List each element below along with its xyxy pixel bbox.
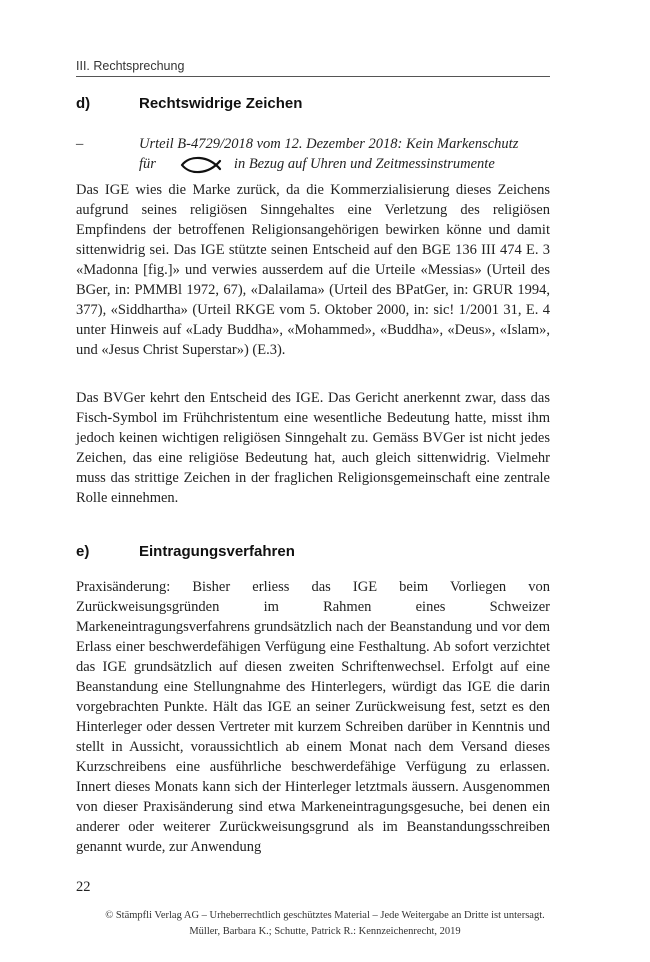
section-e-title: Eintragungsverfahren [139, 543, 295, 560]
footer-citation: Müller, Barbara K.; Schutte, Patrick R.: Kennzeichenrecht, 2019 [189, 926, 461, 937]
section-d-title: Rechtswidrige Zeichen [139, 95, 303, 112]
section-e-letter: e) [76, 543, 90, 560]
case-line-2-before: für [139, 156, 156, 172]
case-dash: – [76, 136, 84, 152]
section-d-paragraph-1: Das IGE wies die Marke zurück, da die Kommerzialisierung dieses Zeichens aufgrund seines religiösen Sinngehaltes eine Verletzung des religiösen Empfindens der betroffenen Religionsangehörigen bewirken könne und damit sittenwidrig sei. Das IGE stützte seinen Entscheid auf den BGE 136 III 474 E. 3 «Madonna [fig.]» und verwies ausserdem auf die Urteile «Messias» (Urteil des BGer, in: PMMBl 1972, 67), «Dalailama» (Urteil des BPatGer, in: GRUR 1994, 377), «Siddhartha» (Urteil RKGE vom 5. Oktober 2000, in: sic! 1/2001 31, E. 4 unter Hinweis auf «Lady Buddha», «Mohammed», «Buddha», «Deus», «Islam», und «Jesus Christ Superstar») (E.3). [76, 182, 550, 358]
section-d-paragraph-2: Das BVGer kehrt den Entscheid des IGE. Das Gericht anerkennt zwar, dass das Fisch-Symbol im Frühchristentum eine wesentliche Bedeutung hatte, misst ihm jedoch keinen wichtigen religiösen Sinngehalt zu. Gemäss BVGer ist nicht jedes Zeichen, das eine religiöse Bedeutung hat, auch gleich sittenwidrig. Vielmehr muss das strittige Zeichen in der fraglichen Religionsgemeinschaft eine zentrale Rolle einnehmen. [76, 390, 550, 506]
section-e-heading [76, 543, 295, 560]
case-line-2-after: in Bezug auf Uhren und Zeitmessinstrumente [233, 156, 495, 172]
fish-symbol-icon [180, 156, 226, 174]
section-e-paragraph-1: Praxisänderung: Bisher erliess das IGE beim Vorliegen von Zurückweisungsgründen im Rahmen eines Schweizer Markeneintragungsverfahrens grundsätzlich nach der Beanstandung und vor dem Erlass einer beschwerdefähigen Verfügung eine Festhaltung. Ab sofort verzichtet das IGE grundsätzlich auf diesen zweiten Schriftenwechsel. Erfolgt auf eine Beanstandung eine Stellungnahme des Hinterlegers, würdigt das IGE die darin vorgebrachten Punkte. Hält das IGE an seiner Zurückweisung fest, setzt es den Hinterleger oder dessen Vertreter mit kurzem Schreiben darüber in Kenntnis und stellt in Aussicht, voraussichtlich ab einem Monat nach dem Versand dieses Kurzschreibens eine ausführliche beschwerdefähige Verfügung zu erlassen. Innert dieses Monats kann sich der Hinterleger letztmals äussern. Ausgenommen von dieser Praxisänderung sind etwa Markeneintragungsgesuche, bei denen ein anderer oder weiterer Zurückweisungsgrund als im Beanstandungsschreiben genannt wurde, zur Anwendung [76, 579, 550, 855]
section-d-heading [76, 95, 302, 112]
case-citation [76, 134, 552, 174]
running-header: III. Rechtsprechung [76, 59, 550, 77]
case-line-1: Urteil B-4729/2018 vom 12. Dezember 2018: Kein Markenschutz [139, 136, 519, 152]
page-number: 22 [76, 879, 91, 895]
footer-copyright: © Stämpfli Verlag AG – Urheberrechtlich geschütztes Material – Jede Weitergabe an Dritte ist untersagt. [105, 910, 545, 921]
section-d-letter: d) [76, 95, 91, 112]
